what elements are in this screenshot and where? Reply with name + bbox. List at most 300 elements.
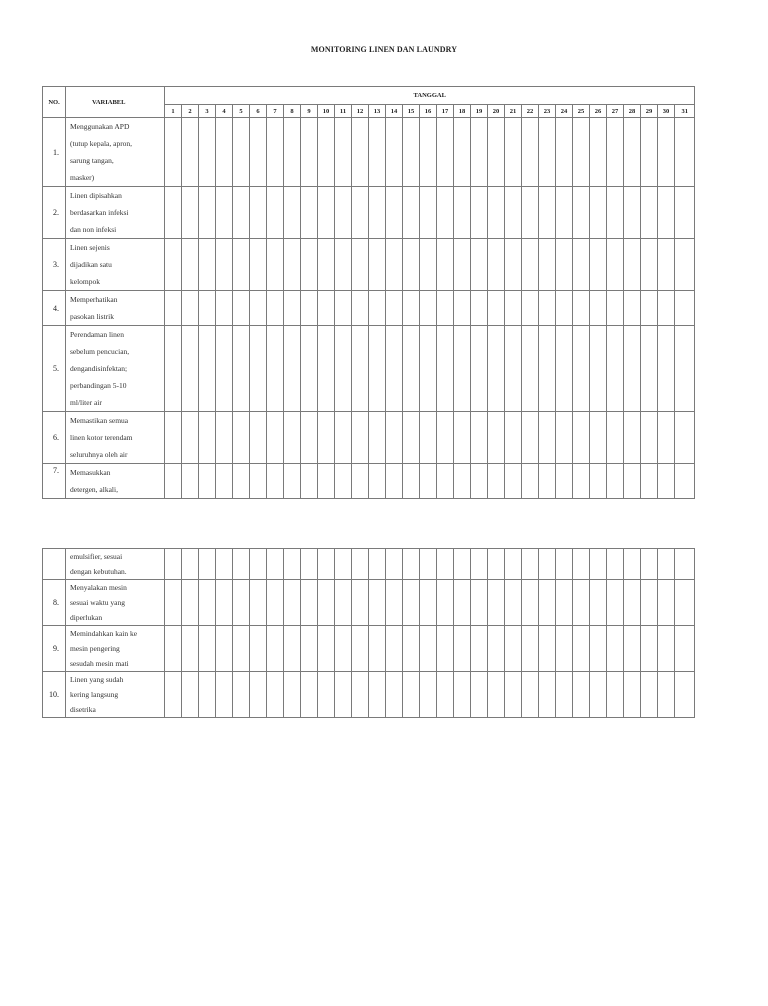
day-cell[interactable] (165, 412, 182, 464)
day-cell[interactable] (284, 326, 301, 412)
day-cell[interactable] (250, 118, 267, 187)
day-cell[interactable] (522, 187, 539, 239)
day-cell[interactable] (505, 326, 522, 412)
day-cell[interactable] (182, 187, 199, 239)
day-cell[interactable] (624, 464, 641, 499)
day-cell[interactable] (471, 187, 488, 239)
day-cell[interactable] (556, 549, 573, 580)
day-cell[interactable] (573, 187, 590, 239)
day-cell[interactable] (590, 239, 607, 291)
day-cell[interactable] (675, 118, 695, 187)
day-cell[interactable] (590, 118, 607, 187)
day-cell[interactable] (165, 239, 182, 291)
day-cell[interactable] (539, 464, 556, 499)
day-cell[interactable] (556, 464, 573, 499)
day-cell[interactable] (607, 626, 624, 672)
day-cell[interactable] (301, 118, 318, 187)
day-cell[interactable] (607, 239, 624, 291)
day-cell[interactable] (539, 187, 556, 239)
day-cell[interactable] (505, 672, 522, 718)
day-cell[interactable] (624, 580, 641, 626)
day-cell[interactable] (624, 672, 641, 718)
day-cell[interactable] (284, 549, 301, 580)
day-cell[interactable] (573, 291, 590, 326)
day-cell[interactable] (488, 118, 505, 187)
day-cell[interactable] (488, 464, 505, 499)
day-cell[interactable] (488, 412, 505, 464)
day-cell[interactable] (505, 118, 522, 187)
day-cell[interactable] (454, 464, 471, 499)
day-cell[interactable] (505, 291, 522, 326)
day-cell[interactable] (335, 412, 352, 464)
day-cell[interactable] (454, 580, 471, 626)
day-cell[interactable] (420, 580, 437, 626)
day-cell[interactable] (471, 626, 488, 672)
day-cell[interactable] (607, 326, 624, 412)
day-cell[interactable] (165, 118, 182, 187)
day-cell[interactable] (522, 239, 539, 291)
day-cell[interactable] (658, 326, 675, 412)
day-cell[interactable] (505, 187, 522, 239)
day-cell[interactable] (403, 412, 420, 464)
day-cell[interactable] (335, 239, 352, 291)
day-cell[interactable] (216, 580, 233, 626)
day-cell[interactable] (352, 326, 369, 412)
day-cell[interactable] (522, 549, 539, 580)
day-cell[interactable] (454, 187, 471, 239)
day-cell[interactable] (403, 464, 420, 499)
day-cell[interactable] (233, 291, 250, 326)
day-cell[interactable] (284, 672, 301, 718)
day-cell[interactable] (420, 626, 437, 672)
day-cell[interactable] (556, 580, 573, 626)
day-cell[interactable] (539, 291, 556, 326)
day-cell[interactable] (386, 326, 403, 412)
day-cell[interactable] (250, 239, 267, 291)
day-cell[interactable] (556, 187, 573, 239)
day-cell[interactable] (233, 549, 250, 580)
day-cell[interactable] (675, 672, 695, 718)
day-cell[interactable] (352, 672, 369, 718)
day-cell[interactable] (318, 239, 335, 291)
day-cell[interactable] (199, 672, 216, 718)
day-cell[interactable] (352, 239, 369, 291)
day-cell[interactable] (505, 580, 522, 626)
day-cell[interactable] (471, 326, 488, 412)
day-cell[interactable] (675, 239, 695, 291)
day-cell[interactable] (539, 118, 556, 187)
day-cell[interactable] (488, 239, 505, 291)
day-cell[interactable] (233, 326, 250, 412)
day-cell[interactable] (267, 626, 284, 672)
day-cell[interactable] (165, 672, 182, 718)
day-cell[interactable] (352, 464, 369, 499)
day-cell[interactable] (675, 412, 695, 464)
day-cell[interactable] (318, 464, 335, 499)
day-cell[interactable] (318, 326, 335, 412)
day-cell[interactable] (199, 464, 216, 499)
day-cell[interactable] (301, 549, 318, 580)
day-cell[interactable] (403, 580, 420, 626)
day-cell[interactable] (658, 291, 675, 326)
day-cell[interactable] (556, 326, 573, 412)
day-cell[interactable] (539, 239, 556, 291)
day-cell[interactable] (607, 549, 624, 580)
day-cell[interactable] (420, 549, 437, 580)
day-cell[interactable] (573, 549, 590, 580)
day-cell[interactable] (199, 412, 216, 464)
day-cell[interactable] (641, 626, 658, 672)
day-cell[interactable] (573, 626, 590, 672)
day-cell[interactable] (505, 626, 522, 672)
day-cell[interactable] (403, 326, 420, 412)
day-cell[interactable] (352, 412, 369, 464)
day-cell[interactable] (454, 626, 471, 672)
day-cell[interactable] (369, 549, 386, 580)
day-cell[interactable] (267, 291, 284, 326)
day-cell[interactable] (369, 672, 386, 718)
day-cell[interactable] (658, 549, 675, 580)
day-cell[interactable] (437, 580, 454, 626)
day-cell[interactable] (165, 326, 182, 412)
day-cell[interactable] (488, 326, 505, 412)
day-cell[interactable] (624, 187, 641, 239)
day-cell[interactable] (505, 464, 522, 499)
day-cell[interactable] (420, 672, 437, 718)
day-cell[interactable] (590, 291, 607, 326)
day-cell[interactable] (658, 187, 675, 239)
day-cell[interactable] (369, 118, 386, 187)
day-cell[interactable] (267, 672, 284, 718)
day-cell[interactable] (369, 239, 386, 291)
day-cell[interactable] (590, 412, 607, 464)
day-cell[interactable] (641, 291, 658, 326)
day-cell[interactable] (522, 580, 539, 626)
day-cell[interactable] (352, 626, 369, 672)
day-cell[interactable] (250, 187, 267, 239)
day-cell[interactable] (420, 326, 437, 412)
day-cell[interactable] (607, 118, 624, 187)
day-cell[interactable] (556, 291, 573, 326)
day-cell[interactable] (199, 118, 216, 187)
day-cell[interactable] (590, 326, 607, 412)
day-cell[interactable] (301, 672, 318, 718)
day-cell[interactable] (369, 326, 386, 412)
day-cell[interactable] (403, 291, 420, 326)
day-cell[interactable] (267, 412, 284, 464)
day-cell[interactable] (437, 326, 454, 412)
day-cell[interactable] (437, 464, 454, 499)
day-cell[interactable] (488, 626, 505, 672)
day-cell[interactable] (182, 549, 199, 580)
day-cell[interactable] (301, 291, 318, 326)
day-cell[interactable] (658, 580, 675, 626)
day-cell[interactable] (522, 291, 539, 326)
day-cell[interactable] (658, 626, 675, 672)
day-cell[interactable] (301, 580, 318, 626)
day-cell[interactable] (199, 549, 216, 580)
day-cell[interactable] (182, 626, 199, 672)
day-cell[interactable] (199, 291, 216, 326)
day-cell[interactable] (539, 626, 556, 672)
day-cell[interactable] (641, 187, 658, 239)
day-cell[interactable] (607, 464, 624, 499)
day-cell[interactable] (556, 239, 573, 291)
day-cell[interactable] (556, 118, 573, 187)
day-cell[interactable] (539, 549, 556, 580)
day-cell[interactable] (216, 464, 233, 499)
day-cell[interactable] (641, 326, 658, 412)
day-cell[interactable] (641, 672, 658, 718)
day-cell[interactable] (233, 239, 250, 291)
day-cell[interactable] (267, 326, 284, 412)
day-cell[interactable] (284, 291, 301, 326)
day-cell[interactable] (216, 291, 233, 326)
day-cell[interactable] (250, 626, 267, 672)
day-cell[interactable] (335, 580, 352, 626)
day-cell[interactable] (369, 464, 386, 499)
day-cell[interactable] (216, 326, 233, 412)
day-cell[interactable] (182, 672, 199, 718)
day-cell[interactable] (420, 412, 437, 464)
day-cell[interactable] (369, 412, 386, 464)
day-cell[interactable] (454, 412, 471, 464)
day-cell[interactable] (352, 580, 369, 626)
day-cell[interactable] (641, 549, 658, 580)
day-cell[interactable] (199, 239, 216, 291)
day-cell[interactable] (573, 580, 590, 626)
day-cell[interactable] (233, 412, 250, 464)
day-cell[interactable] (539, 672, 556, 718)
day-cell[interactable] (352, 291, 369, 326)
day-cell[interactable] (420, 118, 437, 187)
day-cell[interactable] (488, 580, 505, 626)
day-cell[interactable] (182, 291, 199, 326)
day-cell[interactable] (539, 326, 556, 412)
day-cell[interactable] (386, 239, 403, 291)
day-cell[interactable] (454, 326, 471, 412)
day-cell[interactable] (386, 187, 403, 239)
day-cell[interactable] (607, 291, 624, 326)
day-cell[interactable] (471, 118, 488, 187)
day-cell[interactable] (590, 187, 607, 239)
day-cell[interactable] (471, 412, 488, 464)
day-cell[interactable] (318, 672, 335, 718)
day-cell[interactable] (233, 118, 250, 187)
day-cell[interactable] (267, 549, 284, 580)
day-cell[interactable] (471, 672, 488, 718)
day-cell[interactable] (165, 291, 182, 326)
day-cell[interactable] (318, 187, 335, 239)
day-cell[interactable] (573, 118, 590, 187)
day-cell[interactable] (590, 549, 607, 580)
day-cell[interactable] (658, 118, 675, 187)
day-cell[interactable] (216, 239, 233, 291)
day-cell[interactable] (573, 239, 590, 291)
day-cell[interactable] (335, 549, 352, 580)
day-cell[interactable] (216, 672, 233, 718)
day-cell[interactable] (437, 626, 454, 672)
day-cell[interactable] (556, 412, 573, 464)
day-cell[interactable] (216, 626, 233, 672)
day-cell[interactable] (403, 187, 420, 239)
day-cell[interactable] (250, 549, 267, 580)
day-cell[interactable] (386, 580, 403, 626)
day-cell[interactable] (182, 118, 199, 187)
day-cell[interactable] (386, 626, 403, 672)
day-cell[interactable] (675, 549, 695, 580)
day-cell[interactable] (318, 291, 335, 326)
day-cell[interactable] (216, 549, 233, 580)
day-cell[interactable] (335, 672, 352, 718)
day-cell[interactable] (233, 626, 250, 672)
day-cell[interactable] (624, 549, 641, 580)
day-cell[interactable] (386, 672, 403, 718)
day-cell[interactable] (437, 672, 454, 718)
day-cell[interactable] (573, 464, 590, 499)
day-cell[interactable] (454, 239, 471, 291)
day-cell[interactable] (335, 291, 352, 326)
day-cell[interactable] (165, 580, 182, 626)
day-cell[interactable] (352, 549, 369, 580)
day-cell[interactable] (216, 187, 233, 239)
day-cell[interactable] (471, 239, 488, 291)
day-cell[interactable] (403, 549, 420, 580)
day-cell[interactable] (165, 464, 182, 499)
day-cell[interactable] (199, 626, 216, 672)
day-cell[interactable] (284, 239, 301, 291)
day-cell[interactable] (301, 239, 318, 291)
day-cell[interactable] (624, 118, 641, 187)
day-cell[interactable] (199, 326, 216, 412)
day-cell[interactable] (505, 412, 522, 464)
day-cell[interactable] (267, 580, 284, 626)
day-cell[interactable] (471, 580, 488, 626)
day-cell[interactable] (437, 291, 454, 326)
day-cell[interactable] (250, 412, 267, 464)
day-cell[interactable] (675, 464, 695, 499)
day-cell[interactable] (437, 187, 454, 239)
day-cell[interactable] (641, 239, 658, 291)
day-cell[interactable] (607, 672, 624, 718)
day-cell[interactable] (488, 672, 505, 718)
day-cell[interactable] (658, 412, 675, 464)
day-cell[interactable] (216, 118, 233, 187)
day-cell[interactable] (522, 326, 539, 412)
day-cell[interactable] (437, 239, 454, 291)
day-cell[interactable] (386, 464, 403, 499)
day-cell[interactable] (624, 239, 641, 291)
day-cell[interactable] (675, 326, 695, 412)
day-cell[interactable] (386, 118, 403, 187)
day-cell[interactable] (522, 626, 539, 672)
day-cell[interactable] (182, 412, 199, 464)
day-cell[interactable] (284, 464, 301, 499)
day-cell[interactable] (301, 412, 318, 464)
day-cell[interactable] (420, 187, 437, 239)
day-cell[interactable] (250, 580, 267, 626)
day-cell[interactable] (386, 412, 403, 464)
day-cell[interactable] (352, 118, 369, 187)
day-cell[interactable] (352, 187, 369, 239)
day-cell[interactable] (607, 412, 624, 464)
day-cell[interactable] (590, 580, 607, 626)
day-cell[interactable] (233, 580, 250, 626)
day-cell[interactable] (675, 626, 695, 672)
day-cell[interactable] (624, 626, 641, 672)
day-cell[interactable] (420, 291, 437, 326)
day-cell[interactable] (624, 326, 641, 412)
day-cell[interactable] (607, 187, 624, 239)
day-cell[interactable] (318, 549, 335, 580)
day-cell[interactable] (199, 187, 216, 239)
day-cell[interactable] (624, 412, 641, 464)
day-cell[interactable] (675, 291, 695, 326)
day-cell[interactable] (335, 118, 352, 187)
day-cell[interactable] (267, 464, 284, 499)
day-cell[interactable] (165, 626, 182, 672)
day-cell[interactable] (403, 672, 420, 718)
day-cell[interactable] (437, 412, 454, 464)
day-cell[interactable] (403, 626, 420, 672)
day-cell[interactable] (437, 118, 454, 187)
day-cell[interactable] (182, 464, 199, 499)
day-cell[interactable] (488, 291, 505, 326)
day-cell[interactable] (335, 187, 352, 239)
day-cell[interactable] (607, 580, 624, 626)
day-cell[interactable] (675, 580, 695, 626)
day-cell[interactable] (233, 187, 250, 239)
day-cell[interactable] (301, 326, 318, 412)
day-cell[interactable] (250, 464, 267, 499)
day-cell[interactable] (335, 326, 352, 412)
day-cell[interactable] (369, 291, 386, 326)
day-cell[interactable] (369, 626, 386, 672)
day-cell[interactable] (573, 672, 590, 718)
day-cell[interactable] (284, 580, 301, 626)
day-cell[interactable] (318, 626, 335, 672)
day-cell[interactable] (420, 239, 437, 291)
day-cell[interactable] (335, 626, 352, 672)
day-cell[interactable] (522, 464, 539, 499)
day-cell[interactable] (284, 412, 301, 464)
day-cell[interactable] (199, 580, 216, 626)
day-cell[interactable] (318, 118, 335, 187)
day-cell[interactable] (267, 118, 284, 187)
day-cell[interactable] (267, 187, 284, 239)
day-cell[interactable] (403, 118, 420, 187)
day-cell[interactable] (284, 626, 301, 672)
day-cell[interactable] (369, 580, 386, 626)
day-cell[interactable] (454, 672, 471, 718)
day-cell[interactable] (301, 626, 318, 672)
day-cell[interactable] (284, 187, 301, 239)
day-cell[interactable] (471, 549, 488, 580)
day-cell[interactable] (437, 549, 454, 580)
day-cell[interactable] (471, 291, 488, 326)
day-cell[interactable] (369, 187, 386, 239)
day-cell[interactable] (182, 580, 199, 626)
day-cell[interactable] (233, 464, 250, 499)
day-cell[interactable] (590, 626, 607, 672)
day-cell[interactable] (454, 291, 471, 326)
day-cell[interactable] (233, 672, 250, 718)
day-cell[interactable] (250, 326, 267, 412)
day-cell[interactable] (386, 549, 403, 580)
day-cell[interactable] (641, 464, 658, 499)
day-cell[interactable] (250, 291, 267, 326)
day-cell[interactable] (182, 239, 199, 291)
